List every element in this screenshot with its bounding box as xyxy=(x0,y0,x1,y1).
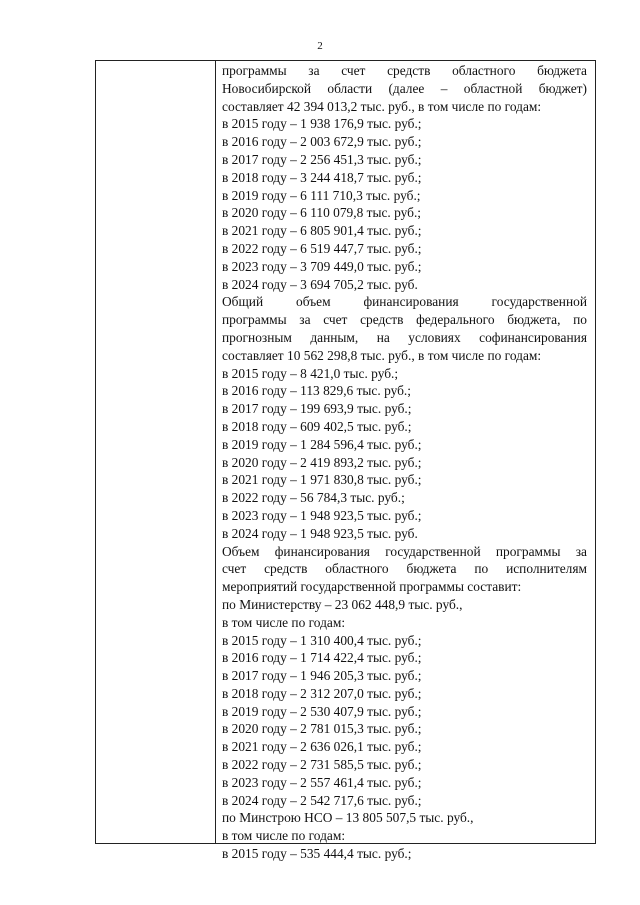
text-line: в 2022 году – 6 519 447,7 тыс. руб.; xyxy=(222,240,422,256)
text-line: по Минстрою НСО – 13 805 507,5 тыс. руб., xyxy=(222,810,474,826)
text-line: в 2015 году – 8 421,0 тыс. руб.; xyxy=(222,365,399,381)
text-line: в 2020 году – 2 781 015,3 тыс. руб.; xyxy=(222,721,422,737)
text-line: в 2015 году – 1 310 400,4 тыс. руб.; xyxy=(222,632,422,648)
text-line: в 2018 году – 3 244 418,7 тыс. руб.; xyxy=(222,169,422,185)
page-number: 2 xyxy=(317,40,323,52)
text-line: в 2018 году – 2 312 207,0 тыс. руб.; xyxy=(222,685,422,701)
text-line: в 2022 году – 2 731 585,5 тыс. руб.; xyxy=(222,757,422,773)
text-line: Общий объем финансирования государственной xyxy=(222,294,587,310)
text-line: составляет 42 394 013,2 тыс. руб., в том числе по годам: xyxy=(222,98,542,114)
text-line: в 2015 году – 535 444,4 тыс. руб.; xyxy=(222,846,412,862)
text-line: в 2023 году – 1 948 923,5 тыс. руб.; xyxy=(222,507,422,523)
document-table xyxy=(95,60,596,862)
text-line: в 2018 году – 609 402,5 тыс. руб.; xyxy=(222,418,412,434)
text-line: счет средств областного бюджета по исполнителям xyxy=(222,561,587,577)
text-line: в 2016 году – 113 829,6 тыс. руб.; xyxy=(222,383,411,399)
table-left-cell xyxy=(96,61,216,843)
text-line: Новосибирской области (далее – областной бюджет) xyxy=(222,80,587,96)
text-line: в 2021 году – 6 805 901,4 тыс. руб.; xyxy=(222,223,422,239)
text-line: в 2019 году – 2 530 407,9 тыс. руб.; xyxy=(222,703,422,719)
text-line: в 2022 году – 56 784,3 тыс. руб.; xyxy=(222,490,405,506)
text-line: в 2024 году – 1 948 923,5 тыс. руб. xyxy=(222,525,418,541)
text-line: по Министерству – 23 062 448,9 тыс. руб., xyxy=(222,596,463,612)
text-line: прогнозным данным, на условиях софинансирования xyxy=(222,329,587,345)
text-line: составляет 10 562 298,8 тыс. руб., в том числе по годам: xyxy=(222,347,542,363)
table-right-cell xyxy=(216,61,595,862)
text-line: в 2016 году – 2 003 672,9 тыс. руб.; xyxy=(222,134,422,150)
text-line: в 2023 году – 3 709 449,0 тыс. руб.; xyxy=(222,258,422,274)
text-line: в 2017 году – 1 946 205,3 тыс. руб.; xyxy=(222,668,422,684)
text-line: Объем финансирования государственной программы за xyxy=(222,543,587,559)
text-line: в 2016 году – 1 714 422,4 тыс. руб.; xyxy=(222,650,422,666)
text-line: программы за счет средств областного бюджета xyxy=(222,63,587,78)
text-line: в том числе по годам: xyxy=(222,614,346,630)
text-line: в 2021 году – 2 636 026,1 тыс. руб.; xyxy=(222,739,422,755)
text-line: в 2023 году – 2 557 461,4 тыс. руб.; xyxy=(222,774,422,790)
text-line: мероприятий государственной программы составит: xyxy=(222,579,522,595)
text-line: в 2015 году – 1 938 176,9 тыс. руб.; xyxy=(222,116,422,132)
text-line: в 2024 году – 2 542 717,6 тыс. руб.; xyxy=(222,792,422,808)
text-line: в 2019 году – 1 284 596,4 тыс. руб.; xyxy=(222,436,422,452)
text-line: в 2024 году – 3 694 705,2 тыс. руб. xyxy=(222,276,418,292)
text-line: программы за счет средств федерального бюджета, по xyxy=(222,312,587,328)
text-line: в 2020 году – 6 110 079,8 тыс. руб.; xyxy=(222,205,422,221)
text-line: в 2017 году – 199 693,9 тыс. руб.; xyxy=(222,401,412,417)
text-line: в 2020 году – 2 419 893,2 тыс. руб.; xyxy=(222,454,422,470)
text-line: в том числе по годам: xyxy=(222,828,346,844)
text-line: в 2021 году – 1 971 830,8 тыс. руб.; xyxy=(222,472,422,488)
text-line: в 2019 году – 6 111 710,3 тыс. руб.; xyxy=(222,187,421,203)
text-line: в 2017 году – 2 256 451,3 тыс. руб.; xyxy=(222,151,422,167)
